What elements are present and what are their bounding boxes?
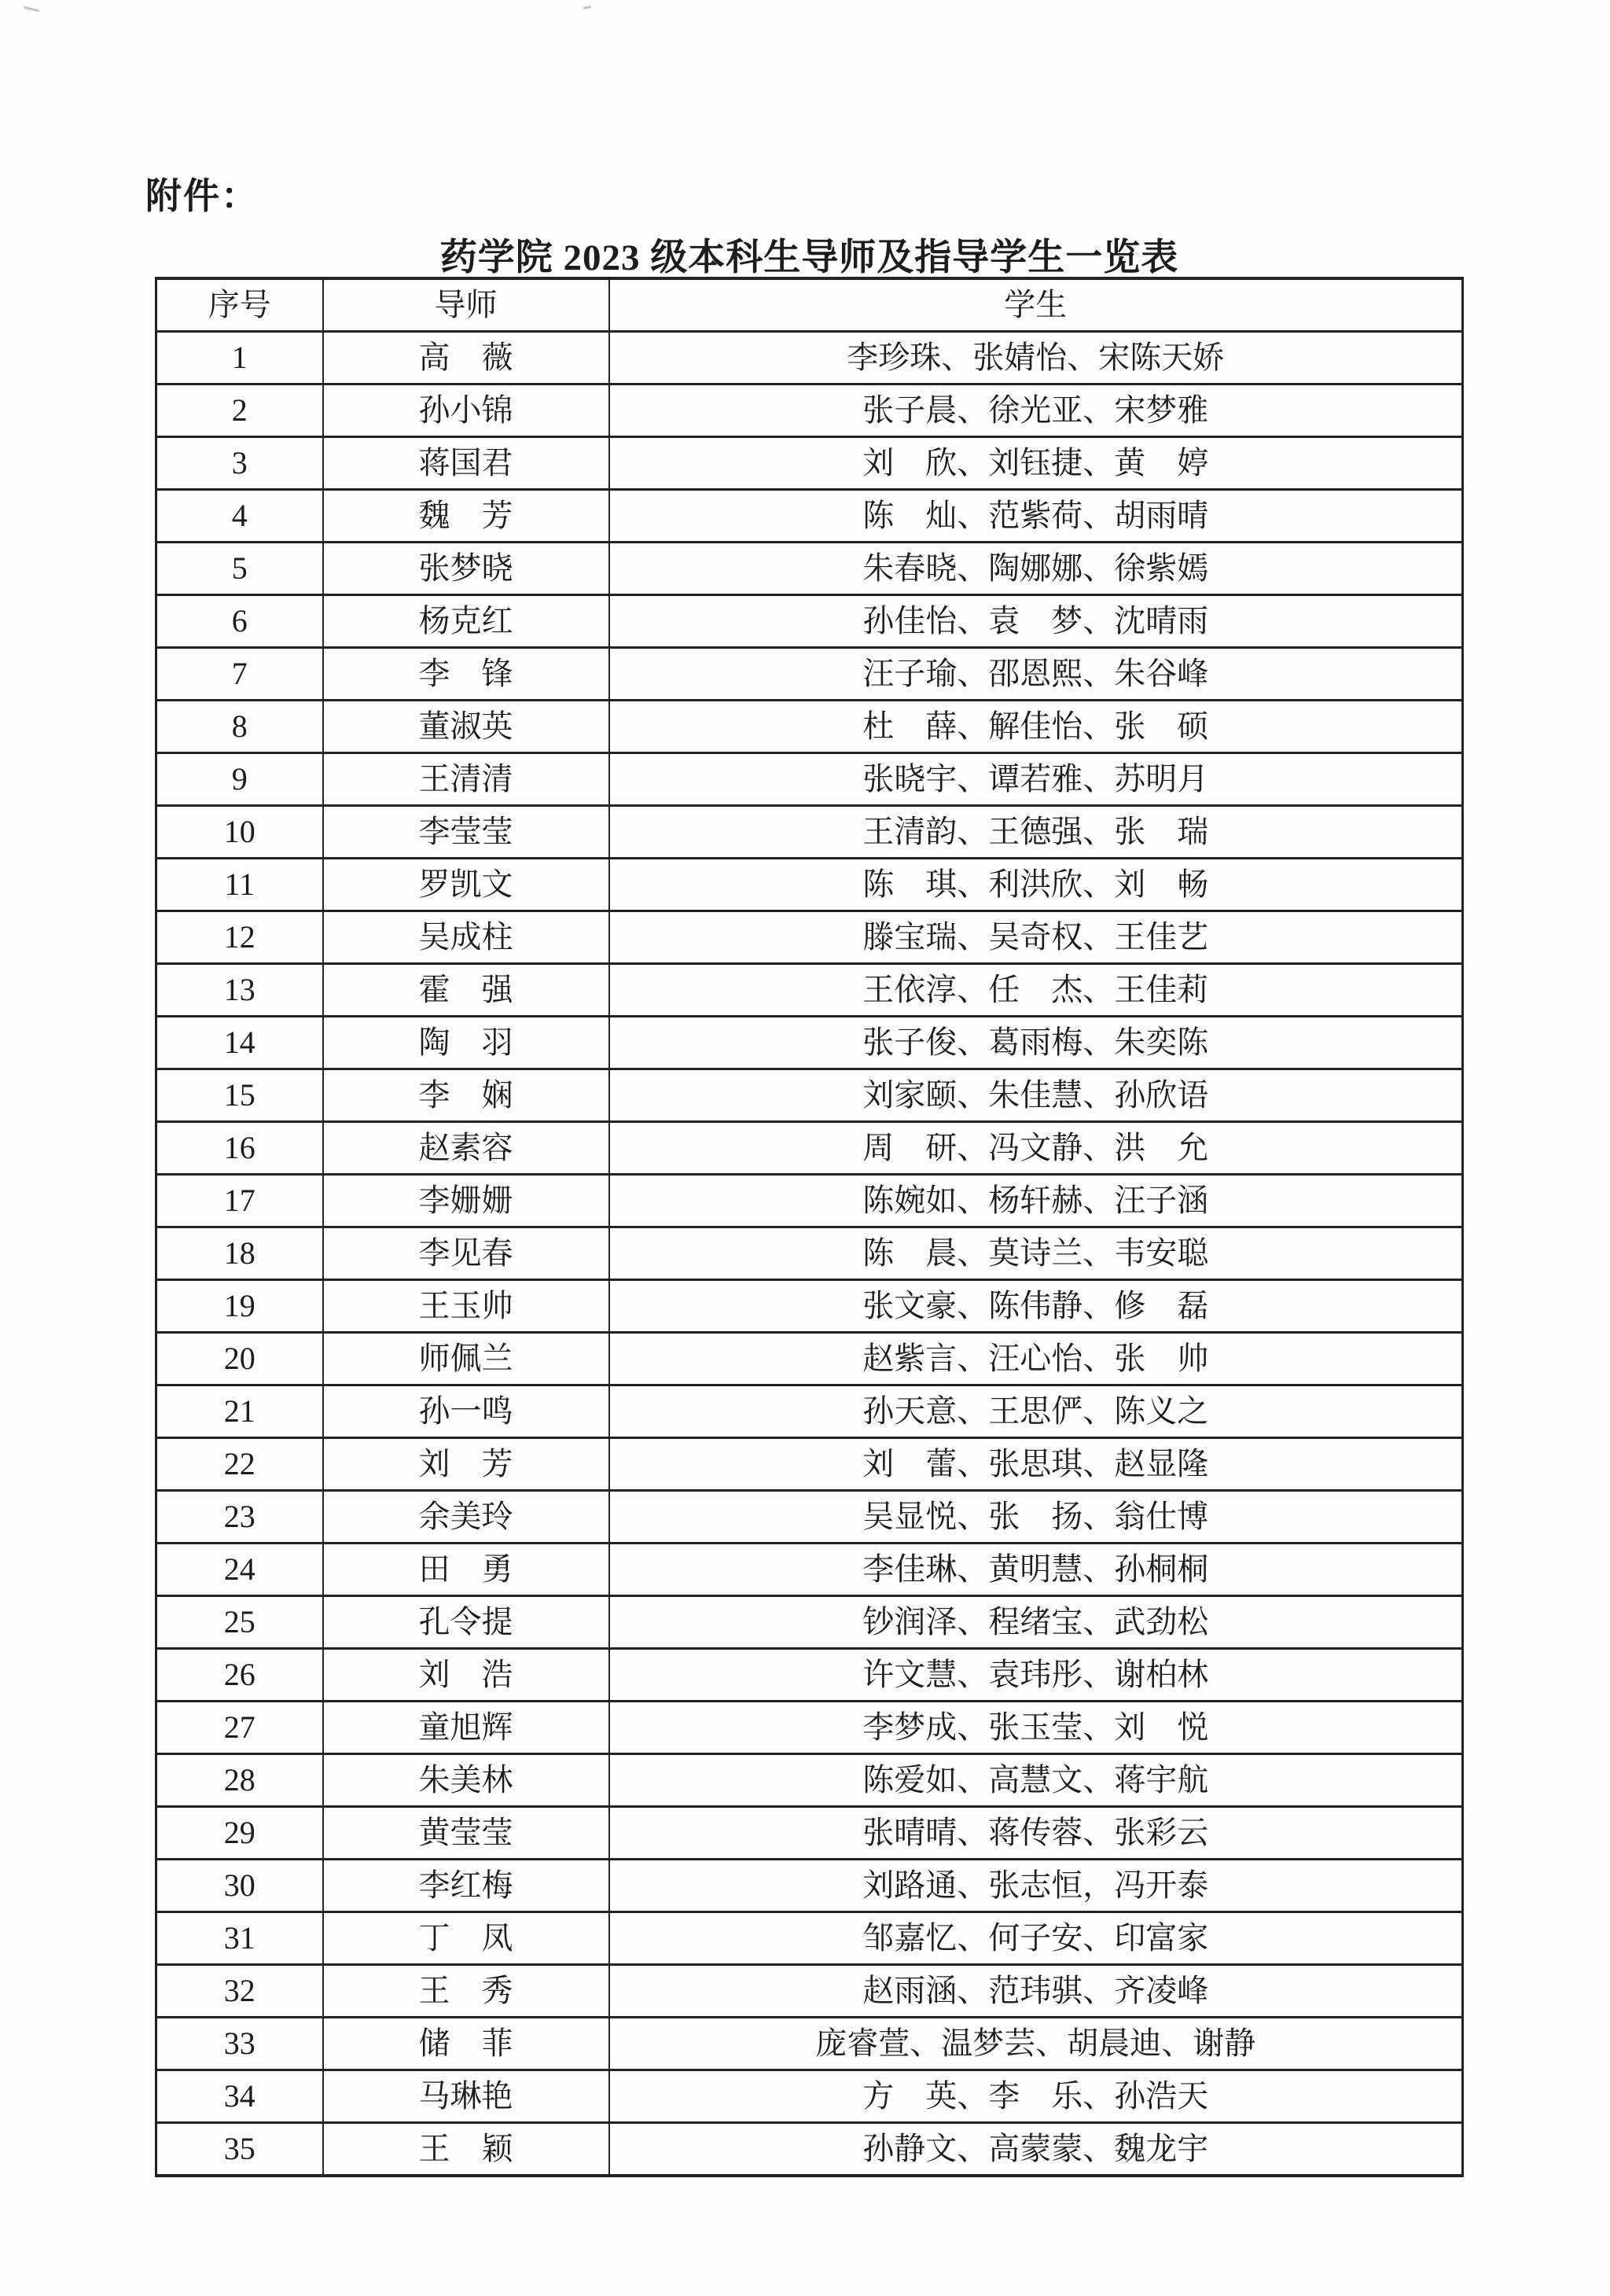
row-number-cell: 31: [156, 1912, 323, 1965]
row-number-cell: 29: [156, 1807, 323, 1860]
row-number-cell: 2: [156, 385, 323, 437]
row-number-cell: 1: [156, 332, 323, 385]
students-cell: 滕宝瑞、吴奇权、王佳艺: [609, 911, 1463, 964]
row-number-cell: 10: [156, 806, 323, 859]
table-row: [156, 2018, 1463, 2070]
mentor-cell: 王 秀: [323, 1965, 609, 2018]
row-number-cell: 23: [156, 1491, 323, 1544]
students-cell: 李梦成、张玉莹、刘 悦: [609, 1702, 1463, 1754]
header-students: 学生: [609, 278, 1463, 332]
table-row: [156, 1702, 1463, 1754]
table-row: [156, 1649, 1463, 1702]
students-cell: 吴显悦、张 扬、翁仕博: [609, 1491, 1463, 1544]
table-row: [156, 753, 1463, 806]
mentor-cell: 孔令提: [323, 1596, 609, 1649]
students-cell: 刘路通、张志恒，冯开泰: [609, 1860, 1463, 1912]
table-row: [156, 1333, 1463, 1385]
table-row: [156, 648, 1463, 701]
table-row: [156, 1280, 1463, 1333]
students-cell: 张文豪、陈伟静、修 磊: [609, 1280, 1463, 1333]
attachment-label: 附件：: [145, 176, 259, 216]
table-row: [156, 1017, 1463, 1069]
mentor-cell: 魏 芳: [323, 490, 609, 543]
row-number-cell: 24: [156, 1544, 323, 1596]
row-number-cell: 4: [156, 490, 323, 543]
mentor-cell: 蒋国君: [323, 437, 609, 490]
students-cell: 刘家颐、朱佳慧、孙欣语: [609, 1069, 1463, 1122]
table-row: [156, 437, 1463, 490]
students-cell: 钞润泽、程绪宝、武劲松: [609, 1596, 1463, 1649]
row-number-cell: 8: [156, 701, 323, 753]
row-number-cell: 7: [156, 648, 323, 701]
students-cell: 陈 琪、利洪欣、刘 畅: [609, 859, 1463, 911]
mentor-cell: 霍 强: [323, 964, 609, 1017]
students-cell: 张晴晴、蒋传蓉、张彩云: [609, 1807, 1463, 1860]
table-row: [156, 543, 1463, 595]
mentor-cell: 马琳艳: [323, 2070, 609, 2123]
table-row: [156, 806, 1463, 859]
row-number-cell: 35: [156, 2123, 323, 2176]
mentor-cell: 李姗姗: [323, 1175, 609, 1227]
table-row: [156, 701, 1463, 753]
row-number-cell: 20: [156, 1333, 323, 1385]
table-row: [156, 1122, 1463, 1175]
students-cell: 李珍珠、张婧怡、宋陈天娇: [609, 332, 1463, 385]
students-cell: 刘 欣、刘钰捷、黄 婷: [609, 437, 1463, 490]
students-cell: 陈 晨、莫诗兰、韦安聪: [609, 1227, 1463, 1280]
table-body: [156, 332, 1463, 2176]
row-number-cell: 33: [156, 2018, 323, 2070]
mentor-cell: 余美玲: [323, 1491, 609, 1544]
mentor-cell: 王 颖: [323, 2123, 609, 2176]
mentor-cell: 孙一鸣: [323, 1385, 609, 1438]
mentor-cell: 李莹莹: [323, 806, 609, 859]
table-row: [156, 595, 1463, 648]
mentor-cell: 师佩兰: [323, 1333, 609, 1385]
table-row: [156, 2070, 1463, 2123]
table-row: [156, 1069, 1463, 1122]
mentor-cell: 丁 凤: [323, 1912, 609, 1965]
students-cell: 周 研、冯文静、洪 允: [609, 1122, 1463, 1175]
table-row: [156, 1491, 1463, 1544]
table-row: [156, 1227, 1463, 1280]
table-row: [156, 1596, 1463, 1649]
row-number-cell: 13: [156, 964, 323, 1017]
row-number-cell: 14: [156, 1017, 323, 1069]
mentor-cell: 李 锋: [323, 648, 609, 701]
students-cell: 汪子瑜、邵恩熙、朱谷峰: [609, 648, 1463, 701]
row-number-cell: 21: [156, 1385, 323, 1438]
row-number-cell: 9: [156, 753, 323, 806]
table-row: [156, 1544, 1463, 1596]
mentor-cell: 王玉帅: [323, 1280, 609, 1333]
row-number-cell: 5: [156, 543, 323, 595]
table-row: [156, 964, 1463, 1017]
row-number-cell: 22: [156, 1438, 323, 1491]
students-cell: 刘 蕾、张思琪、赵显隆: [609, 1438, 1463, 1491]
table-row: [156, 859, 1463, 911]
mentor-cell: 罗凯文: [323, 859, 609, 911]
students-cell: 邹嘉忆、何子安、印富家: [609, 1912, 1463, 1965]
row-number-cell: 12: [156, 911, 323, 964]
mentor-cell: 田 勇: [323, 1544, 609, 1596]
table-row: [156, 490, 1463, 543]
row-number-cell: 17: [156, 1175, 323, 1227]
row-number-cell: 34: [156, 2070, 323, 2123]
row-number-cell: 25: [156, 1596, 323, 1649]
mentor-student-table: [155, 277, 1464, 2177]
mentor-cell: 高 薇: [323, 332, 609, 385]
mentor-cell: 刘 芳: [323, 1438, 609, 1491]
table-row: [156, 1860, 1463, 1912]
row-number-cell: 3: [156, 437, 323, 490]
row-number-cell: 32: [156, 1965, 323, 2018]
table-row: [156, 1175, 1463, 1227]
row-number-cell: 27: [156, 1702, 323, 1754]
students-cell: 许文慧、袁玮彤、谢柏林: [609, 1649, 1463, 1702]
mentor-cell: 赵素容: [323, 1122, 609, 1175]
mentor-cell: 孙小锦: [323, 385, 609, 437]
students-cell: 王依淳、任 杰、王佳莉: [609, 964, 1463, 1017]
row-number-cell: 11: [156, 859, 323, 911]
students-cell: 朱春晓、陶娜娜、徐紫嫣: [609, 543, 1463, 595]
mentor-cell: 李 娴: [323, 1069, 609, 1122]
table-header-row: [156, 278, 1463, 332]
mentor-cell: 吴成柱: [323, 911, 609, 964]
row-number-cell: 26: [156, 1649, 323, 1702]
table-row: [156, 1912, 1463, 1965]
students-cell: 张子晨、徐光亚、宋梦雅: [609, 385, 1463, 437]
students-cell: 陈 灿、范紫荷、胡雨晴: [609, 490, 1463, 543]
mentor-cell: 童旭辉: [323, 1702, 609, 1754]
students-cell: 庞睿萱、温梦芸、胡晨迪、谢静: [609, 2018, 1463, 2070]
students-cell: 陈婉如、杨轩赫、汪子涵: [609, 1175, 1463, 1227]
row-number-cell: 19: [156, 1280, 323, 1333]
students-cell: 赵紫言、汪心怡、张 帅: [609, 1333, 1463, 1385]
table-row: [156, 385, 1463, 437]
mentor-cell: 朱美林: [323, 1754, 609, 1807]
scan-speck: [583, 6, 591, 9]
mentor-cell: 董淑英: [323, 701, 609, 753]
row-number-cell: 16: [156, 1122, 323, 1175]
row-number-cell: 28: [156, 1754, 323, 1807]
row-number-cell: 6: [156, 595, 323, 648]
table-row: [156, 1438, 1463, 1491]
mentor-cell: 黄莹莹: [323, 1807, 609, 1860]
mentor-cell: 张梦晓: [323, 543, 609, 595]
students-cell: 杜 薛、解佳怡、张 硕: [609, 701, 1463, 753]
students-cell: 张子俊、葛雨梅、朱奕陈: [609, 1017, 1463, 1069]
page-title: 药学院 2023 级本科生导师及指导学生一览表: [439, 237, 1179, 278]
students-cell: 王清韵、王德强、张 瑞: [609, 806, 1463, 859]
students-cell: 方 英、李 乐、孙浩天: [609, 2070, 1463, 2123]
mentor-cell: 杨克红: [323, 595, 609, 648]
table-row: [156, 2123, 1463, 2176]
mentor-cell: 李见春: [323, 1227, 609, 1280]
mentor-cell: 李红梅: [323, 1860, 609, 1912]
table-row: [156, 1807, 1463, 1860]
mentor-cell: 刘 浩: [323, 1649, 609, 1702]
students-cell: 孙佳怡、袁 梦、沈晴雨: [609, 595, 1463, 648]
mentor-cell: 储 菲: [323, 2018, 609, 2070]
mentor-cell: 陶 羽: [323, 1017, 609, 1069]
row-number-cell: 30: [156, 1860, 323, 1912]
row-number-cell: 15: [156, 1069, 323, 1122]
table-row: [156, 1965, 1463, 2018]
table-row: [156, 1385, 1463, 1438]
table-row: [156, 911, 1463, 964]
table-row: [156, 332, 1463, 385]
scan-speck: [24, 6, 39, 13]
mentor-cell: 王清清: [323, 753, 609, 806]
students-cell: 李佳琳、黄明慧、孙桐桐: [609, 1544, 1463, 1596]
students-cell: 张晓宇、谭若雅、苏明月: [609, 753, 1463, 806]
header-number: 序号: [156, 278, 323, 332]
header-mentor: 导师: [323, 278, 609, 332]
students-cell: 陈爱如、高慧文、蒋宇航: [609, 1754, 1463, 1807]
students-cell: 孙静文、高蒙蒙、魏龙宇: [609, 2123, 1463, 2176]
students-cell: 孙天意、王思俨、陈义之: [609, 1385, 1463, 1438]
row-number-cell: 18: [156, 1227, 323, 1280]
table-row: [156, 1754, 1463, 1807]
students-cell: 赵雨涵、范玮骐、齐凌峰: [609, 1965, 1463, 2018]
